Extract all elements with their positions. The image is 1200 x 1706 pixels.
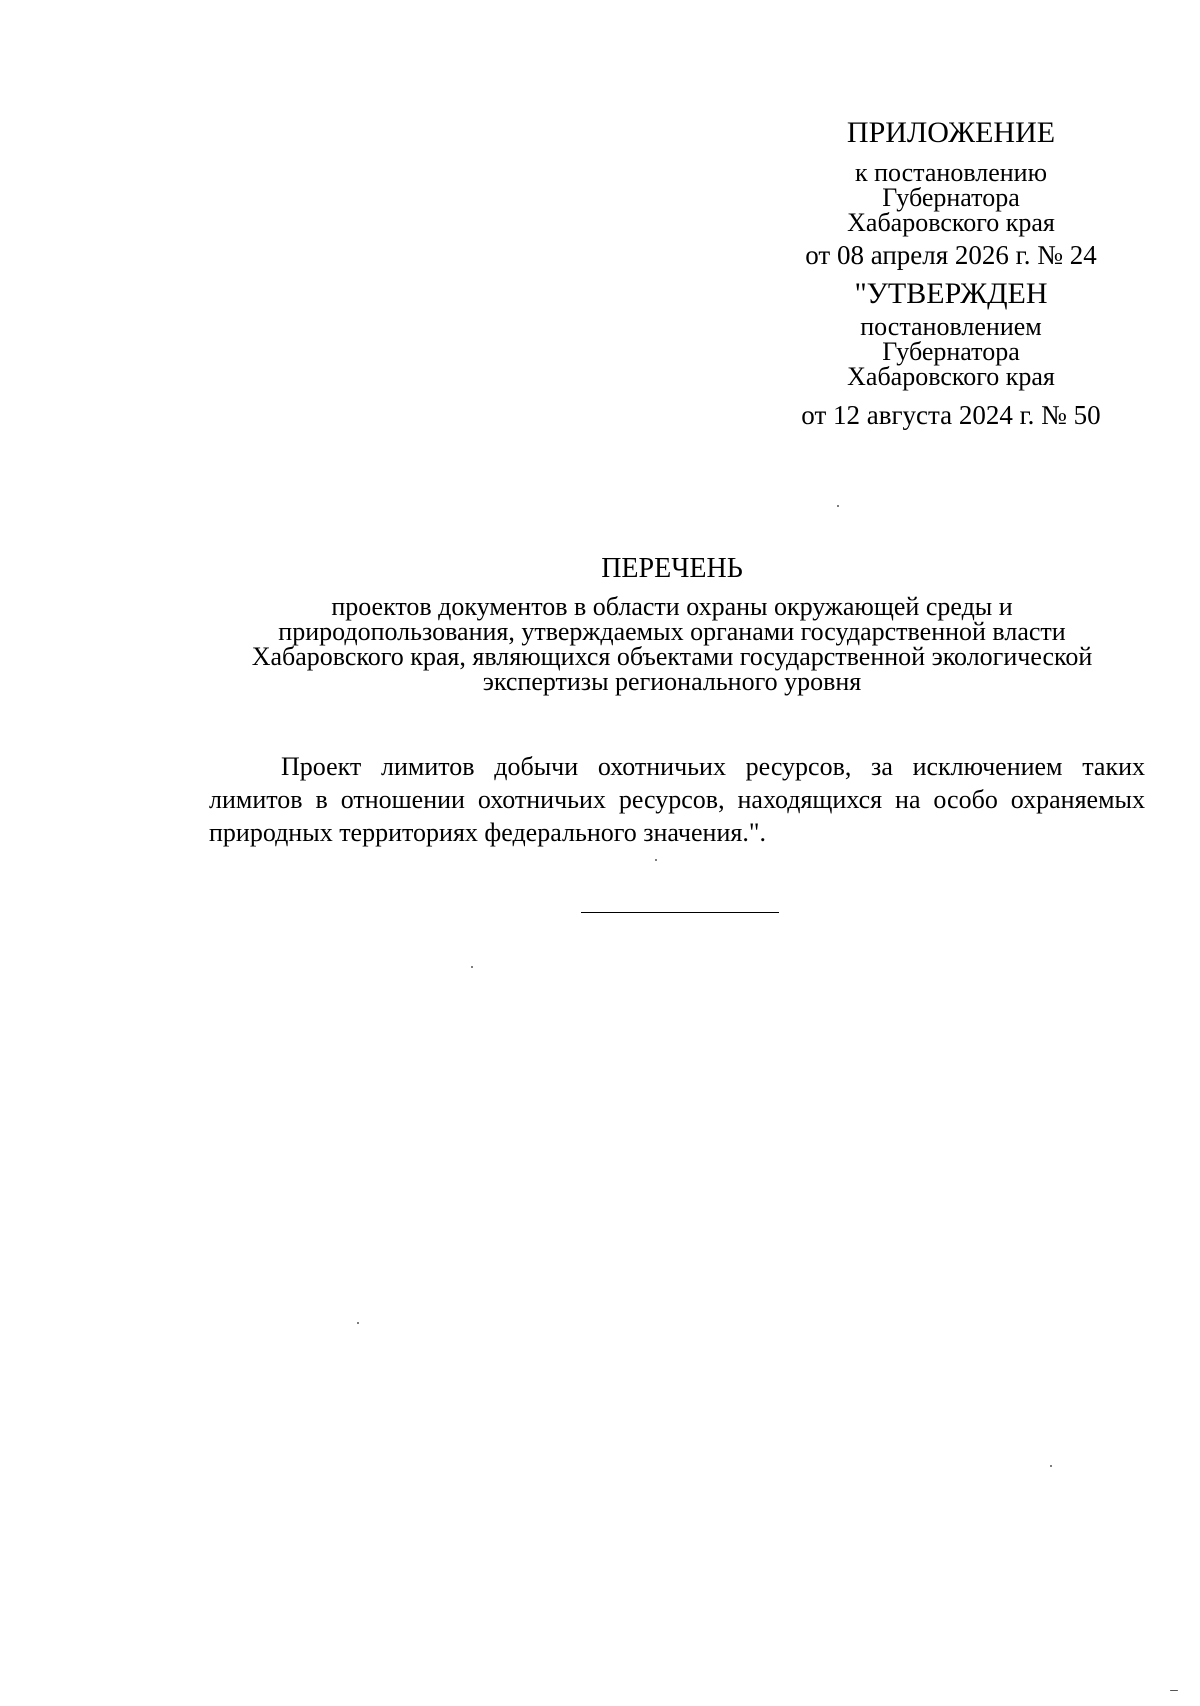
approved-line: Губернатора xyxy=(882,337,1020,366)
subtitle-line: Хабаровского края, являющихся объектами государственной экологической xyxy=(251,642,1093,671)
appendix-line: к постановлению xyxy=(854,158,1048,187)
scan-speck xyxy=(471,966,473,968)
appendix-reference xyxy=(770,160,1132,235)
appendix-line: Губернатора xyxy=(882,183,1020,212)
body-paragraph: Проект лимитов добычи охотничьих ресурсов, за исключением таких лимитов в отношении охотничьих ресурсов, находящихся на особо охраняемых природных территориях федерального значения.". xyxy=(209,752,1145,847)
scan-speck xyxy=(1170,1690,1178,1691)
scan-speck xyxy=(1050,1465,1052,1467)
approved-line: постановлением xyxy=(860,312,1042,341)
appendix-title: ПРИЛОЖЕНИЕ xyxy=(846,116,1056,149)
subtitle-line: проектов документов в области охраны окружающей среды и xyxy=(331,592,1013,621)
subtitle-line: природопользования, утверждаемых органами государственной власти xyxy=(278,617,1066,646)
scan-speck xyxy=(357,1322,359,1324)
appendix-line: Хабаровского края xyxy=(847,208,1055,237)
scan-speck xyxy=(837,505,839,507)
approved-reference xyxy=(770,314,1132,389)
subtitle-line: экспертизы регионального уровня xyxy=(482,667,862,696)
closing-divider xyxy=(581,912,779,913)
approved-title: "УТВЕРЖДЕН xyxy=(854,277,1048,310)
approved-line: Хабаровского края xyxy=(847,362,1055,391)
list-title: ПЕРЕЧЕНЬ xyxy=(601,553,743,584)
list-subtitle xyxy=(200,594,1144,694)
scan-speck xyxy=(655,859,657,861)
approved-date: от 12 августа 2024 г. № 50 xyxy=(801,400,1101,430)
appendix-date: от 08 апреля 2026 г. № 24 xyxy=(805,240,1097,270)
